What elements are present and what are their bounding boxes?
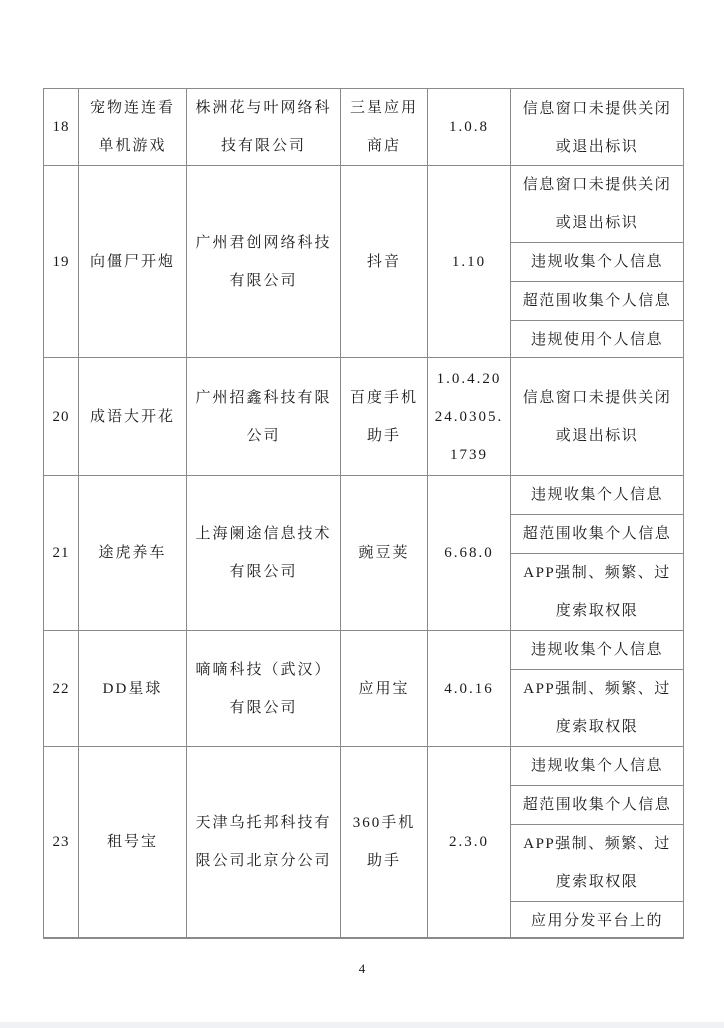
cell-app-name: 宠物连连看单机游戏 <box>79 89 187 166</box>
cell-company: 株洲花与叶网络科技有限公司 <box>187 89 341 166</box>
cell-version: 2.3.0 <box>428 747 511 939</box>
cell-issues <box>511 476 684 631</box>
cell-issues <box>511 631 684 747</box>
issue-item: APP强制、频繁、过度索取权限 <box>511 553 683 630</box>
issue-item: 应用分发平台上的 <box>511 901 683 938</box>
cell-index: 23 <box>44 747 79 939</box>
issue-item: APP强制、频繁、过度索取权限 <box>511 824 683 901</box>
cell-app-name: 向僵尸开炮 <box>79 166 187 358</box>
cell-version: 1.10 <box>428 166 511 358</box>
cell-version: 4.0.16 <box>428 631 511 747</box>
cell-platform: 百度手机助手 <box>341 358 428 476</box>
issue-item: 信息窗口未提供关闭或退出标识 <box>522 389 672 444</box>
page-number: 4 <box>358 961 366 976</box>
cell-issues <box>511 89 684 166</box>
cell-company: 天津乌托邦科技有限公司北京分公司 <box>187 747 341 939</box>
table-row <box>44 166 684 358</box>
issue-item: 违规收集个人信息 <box>530 642 663 658</box>
cell-app-name: DD星球 <box>79 631 187 747</box>
cell-issues <box>511 166 684 358</box>
cell-version: 1.0.4.2024.0305.1739 <box>428 358 511 476</box>
cell-issues <box>511 358 684 476</box>
issue-item: 信息窗口未提供关闭或退出标识 <box>522 101 672 155</box>
cell-version: 1.0.8 <box>428 89 511 166</box>
table-row <box>44 747 684 939</box>
cell-version: 6.68.0 <box>428 476 511 631</box>
cell-index: 22 <box>44 631 79 747</box>
table-row <box>44 89 684 166</box>
cell-company: 广州招鑫科技有限公司 <box>187 358 341 476</box>
page-edge-strip <box>0 1022 724 1028</box>
cell-platform: 抖音 <box>341 166 428 358</box>
table-row <box>44 476 684 631</box>
cell-app-name: 租号宝 <box>79 747 187 939</box>
issue-item: 信息窗口未提供关闭或退出标识 <box>522 177 672 231</box>
cell-app-name: 途虎养车 <box>79 476 187 631</box>
cell-company: 上海阑途信息技术有限公司 <box>187 476 341 631</box>
cell-index: 21 <box>44 476 79 631</box>
cell-index: 20 <box>44 358 79 476</box>
issue-item: APP强制、频繁、过度索取权限 <box>511 669 683 746</box>
issue-item: 违规收集个人信息 <box>530 758 663 774</box>
app-violation-table <box>43 88 684 939</box>
cell-platform: 360手机助手 <box>341 747 428 939</box>
cell-company: 嘀嘀科技（武汉）有限公司 <box>187 631 341 747</box>
cell-index: 19 <box>44 166 79 358</box>
issue-item: 超范围收集个人信息 <box>511 514 683 553</box>
cell-company: 广州君创网络科技有限公司 <box>187 166 341 358</box>
issue-item: 违规收集个人信息 <box>511 242 683 281</box>
issue-item: 违规使用个人信息 <box>511 320 683 358</box>
table-row <box>44 631 684 747</box>
cell-platform: 三星应用商店 <box>341 89 428 166</box>
cell-platform: 豌豆荚 <box>341 476 428 631</box>
issue-item: 违规收集个人信息 <box>530 487 663 503</box>
cell-issues <box>511 747 684 939</box>
cell-app-name: 成语大开花 <box>79 358 187 476</box>
issue-item: 超范围收集个人信息 <box>511 281 683 320</box>
issue-item: 超范围收集个人信息 <box>511 785 683 824</box>
table-row <box>44 358 684 476</box>
cell-platform: 应用宝 <box>341 631 428 747</box>
cell-index: 18 <box>44 89 79 166</box>
